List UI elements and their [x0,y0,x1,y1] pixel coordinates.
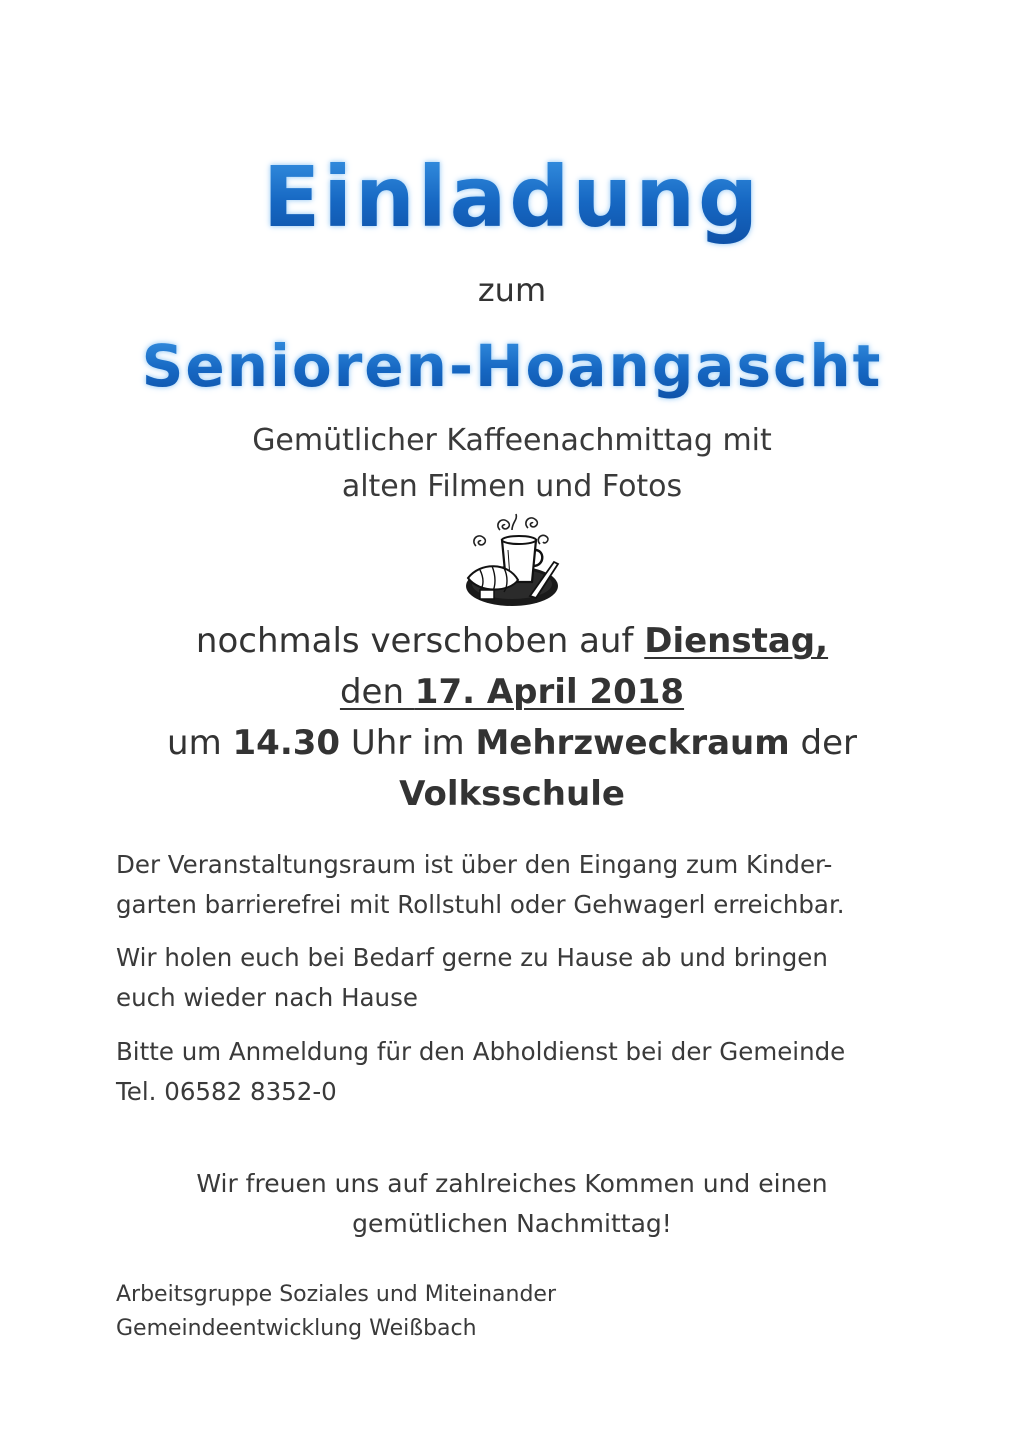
subtitle-line-2: alten Filmen und Fotos [341,469,683,504]
closing-line-2: gemütlichen Nachmittag! [352,1209,672,1238]
invitation-title: Einladung [0,142,1024,252]
access-line-1: Der Veranstaltungsraum ist über den Eingang zum Kinder- [116,850,833,879]
register-line-1: Bitte um Anmeldung für den Abholdienst bei der Gemeinde [116,1037,846,1066]
closing-message [0,1164,1024,1244]
pickup-line-2: euch wieder nach Hause [116,983,418,1012]
organizer-footer [116,1278,556,1346]
event-subtitle [0,418,1024,510]
date-line-4 [0,769,1024,820]
zum-label: zum [477,271,547,309]
closing-line-1: Wir freuen uns auf zahlreiches Kommen und einen [196,1169,828,1198]
date-line-2 [340,667,684,718]
subtitle-line-1: Gemütlicher Kaffeenachmittag mit [252,423,772,458]
event-date: 17. April 2018 [414,672,685,712]
pickup-line-1: Wir holen euch bei Bedarf gerne zu Hause ab und bringen [116,943,828,972]
organizer-line-1: Arbeitsgruppe Soziales und Miteinander [116,1282,556,1307]
room-suffix: der [789,723,857,763]
time-middle: Uhr im [340,723,476,763]
date-prefix: den [339,672,415,712]
weekday: Dienstag, [644,621,829,661]
access-line-2: garten barrierefrei mit Rollstuhl oder Gehwagerl erreichbar. [116,890,845,919]
registration-paragraph [116,1032,906,1112]
time-prefix: um [167,723,233,763]
organizer-line-2: Gemeindeentwicklung Weißbach [116,1316,477,1341]
event-time: 14.30 [232,723,341,763]
accessibility-paragraph [116,845,906,925]
date-line-3 [0,718,1024,769]
event-school: Volksschule [399,774,625,814]
event-name: Senioren-Hoangascht [0,326,1024,406]
date-line-1 [0,616,1024,667]
event-room: Mehrzweckraum [475,723,790,763]
coffee-cup-croissant-icon [450,500,570,610]
date-info [0,616,1024,820]
postponed-text: nochmals verschoben auf [195,621,645,661]
phone-number: Tel. 06582 8352-0 [116,1077,337,1106]
pickup-paragraph [116,938,906,1018]
